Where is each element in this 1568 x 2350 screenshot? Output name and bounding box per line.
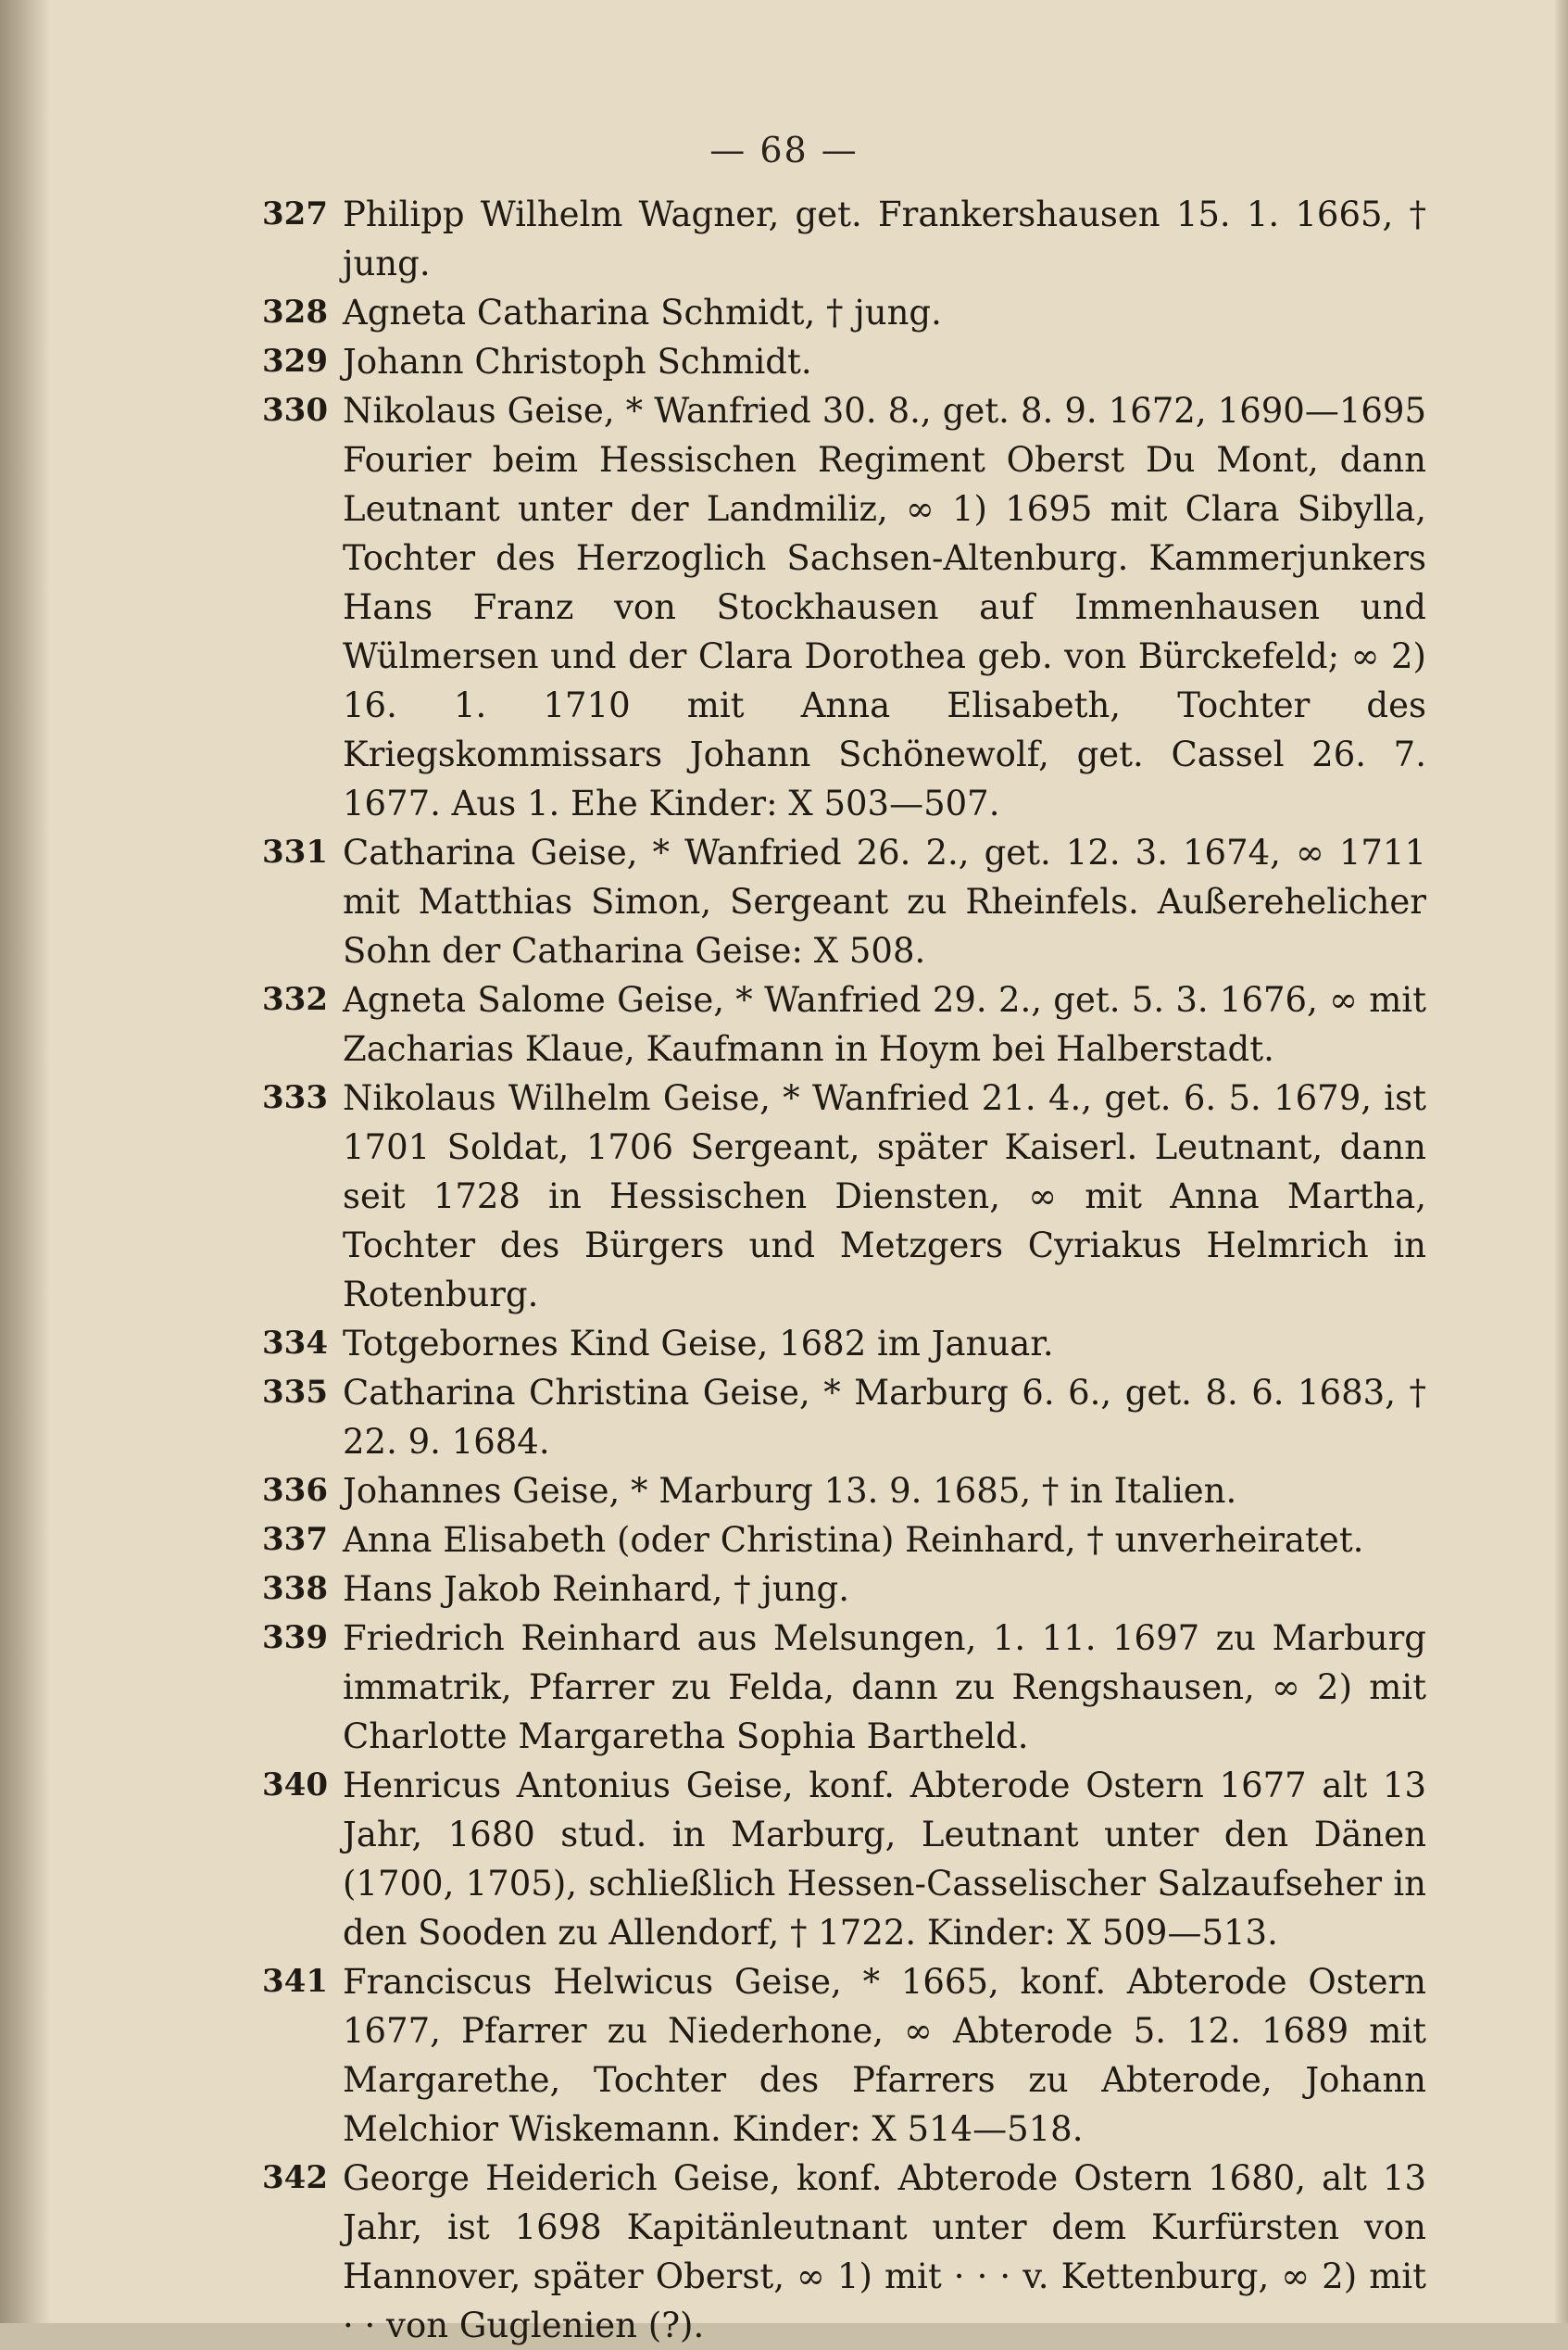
entry-number: 336 bbox=[262, 1472, 328, 1509]
page-number: — 68 — bbox=[709, 130, 859, 170]
entry-text: Catharina Christina Geise, * Marburg 6. 6., get. 8. 6. 1683, † 22. 9. 1684. bbox=[343, 1373, 1426, 1462]
entry-number: 341 bbox=[262, 1963, 328, 2000]
entry-number: 335 bbox=[262, 1374, 328, 1411]
page-binding-shadow bbox=[0, 0, 51, 2323]
entry-text: Hans Jakob Reinhard, † jung. bbox=[343, 1569, 849, 1609]
entry-text: Catharina Geise, * Wanfried 26. 2., get. 12. 3. 1674, ∞ 1711 mit Matthias Simon, Sergeant zu Rheinfels. Außerehelicher Sohn der Catharina Geise: X 508. bbox=[343, 833, 1426, 971]
entry bbox=[262, 1761, 1426, 1957]
entry-text: Totgebornes Kind Geise, 1682 im Januar. bbox=[343, 1324, 1054, 1364]
entry bbox=[262, 288, 1426, 337]
entry-text: Nikolaus Wilhelm Geise, * Wanfried 21. 4., get. 6. 5. 1679, ist 1701 Soldat, 1706 Sergeant, später Kaiserl. Leutnant, dann seit 1728 in Hessischen Diensten, ∞ mit Anna Martha, Tochter des Bürgers und Metzgers Cyriakus Helmrich in Rotenburg. bbox=[343, 1078, 1426, 1314]
entry bbox=[262, 1074, 1426, 1319]
entry-number: 334 bbox=[262, 1325, 328, 1362]
entry-number: 333 bbox=[262, 1079, 328, 1116]
entry-number: 332 bbox=[262, 981, 328, 1018]
entry bbox=[262, 2154, 1426, 2350]
entry-number: 340 bbox=[262, 1766, 328, 1803]
entry-number: 328 bbox=[262, 294, 328, 331]
entry bbox=[262, 828, 1426, 975]
entry bbox=[262, 386, 1426, 828]
entry-text: Johann Christoph Schmidt. bbox=[343, 342, 812, 382]
genealogy-entries bbox=[262, 190, 1426, 2350]
entry-number: 327 bbox=[262, 195, 328, 232]
entry-text: Henricus Antonius Geise, konf. Abterode Ostern 1677 alt 13 Jahr, 1680 stud. in Marburg, Leutnant unter den Dänen (1700, 1705), schließlich Hessen-Casselischer Salzaufseher in den Sooden zu Allendorf, † 1722. Kinder: X 509—513. bbox=[343, 1766, 1426, 1953]
entry bbox=[262, 190, 1426, 288]
entry-text: Friedrich Reinhard aus Melsungen, 1. 11. 1697 zu Marburg immatrik, Pfarrer zu Felda, dann zu Rengshausen, ∞ 2) mit Charlotte Margaretha Sophia Bartheld. bbox=[343, 1618, 1426, 1756]
entry bbox=[262, 1565, 1426, 1614]
entry bbox=[262, 975, 1426, 1074]
entry-number: 342 bbox=[262, 2159, 328, 2196]
entry-number: 329 bbox=[262, 343, 328, 380]
entry-text: Agneta Salome Geise, * Wanfried 29. 2., get. 5. 3. 1676, ∞ mit Zacharias Klaue, Kaufmann in Hoym bei Halberstadt. bbox=[343, 980, 1426, 1069]
entry-text: Johannes Geise, * Marburg 13. 9. 1685, † in Italien. bbox=[343, 1471, 1237, 1511]
entry-text: Philipp Wilhelm Wagner, get. Frankershausen 15. 1. 1665, † jung. bbox=[343, 195, 1426, 283]
entry-number: 339 bbox=[262, 1619, 328, 1656]
entry bbox=[262, 1515, 1426, 1565]
entry-text: Agneta Catharina Schmidt, † jung. bbox=[343, 293, 942, 333]
entry-text: George Heiderich Geise, konf. Abterode Ostern 1680, alt 13 Jahr, ist 1698 Kapitänleutnant unter dem Kurfürsten von Hannover, später Oberst, ∞ 1) mit · · · v. Kettenburg, ∞ 2) mit · · von Guglenien (?). bbox=[343, 2158, 1426, 2345]
entry bbox=[262, 1319, 1426, 1368]
entry-text: Nikolaus Geise, * Wanfried 30. 8., get. 8. 9. 1672, 1690—1695 Fourier beim Hessischen Regiment Oberst Du Mont, dann Leutnant unter der Landmiliz, ∞ 1) 1695 mit Clara Sibylla, Tochter des Herzoglich Sachsen-Altenburg. Kammerjunkers Hans Franz von Stockhausen auf Immenhausen und Wülmersen und der Clara Dorothea geb. von Bürckefeld; ∞ 2) 16. 1. 1710 mit Anna Elisabeth, Tochter des Kriegskommissars Johann Schönewolf, get. Cassel 26. 7. 1677. Aus 1. Ehe Kinder: X 503—507. bbox=[343, 391, 1426, 823]
entry bbox=[262, 1466, 1426, 1515]
entry-text: Anna Elisabeth (oder Christina) Reinhard, † unverheiratet. bbox=[343, 1520, 1364, 1560]
entry-number: 330 bbox=[262, 392, 328, 429]
entry-number: 338 bbox=[262, 1570, 328, 1607]
entry bbox=[262, 337, 1426, 386]
entry-text: Franciscus Helwicus Geise, * 1665, konf. Abterode Ostern 1677, Pfarrer zu Niederhone, ∞ Abterode 5. 12. 1689 mit Margarethe, Tochter des Pfarrers zu Abterode, Johann Melchior Wiskemann. Kinder: X 514—518. bbox=[343, 1962, 1426, 2149]
entry-number: 337 bbox=[262, 1521, 328, 1558]
entry bbox=[262, 1368, 1426, 1466]
entry-number: 331 bbox=[262, 834, 328, 871]
entry bbox=[262, 1957, 1426, 2154]
page-edge bbox=[1555, 0, 1568, 2323]
entry bbox=[262, 1614, 1426, 1761]
